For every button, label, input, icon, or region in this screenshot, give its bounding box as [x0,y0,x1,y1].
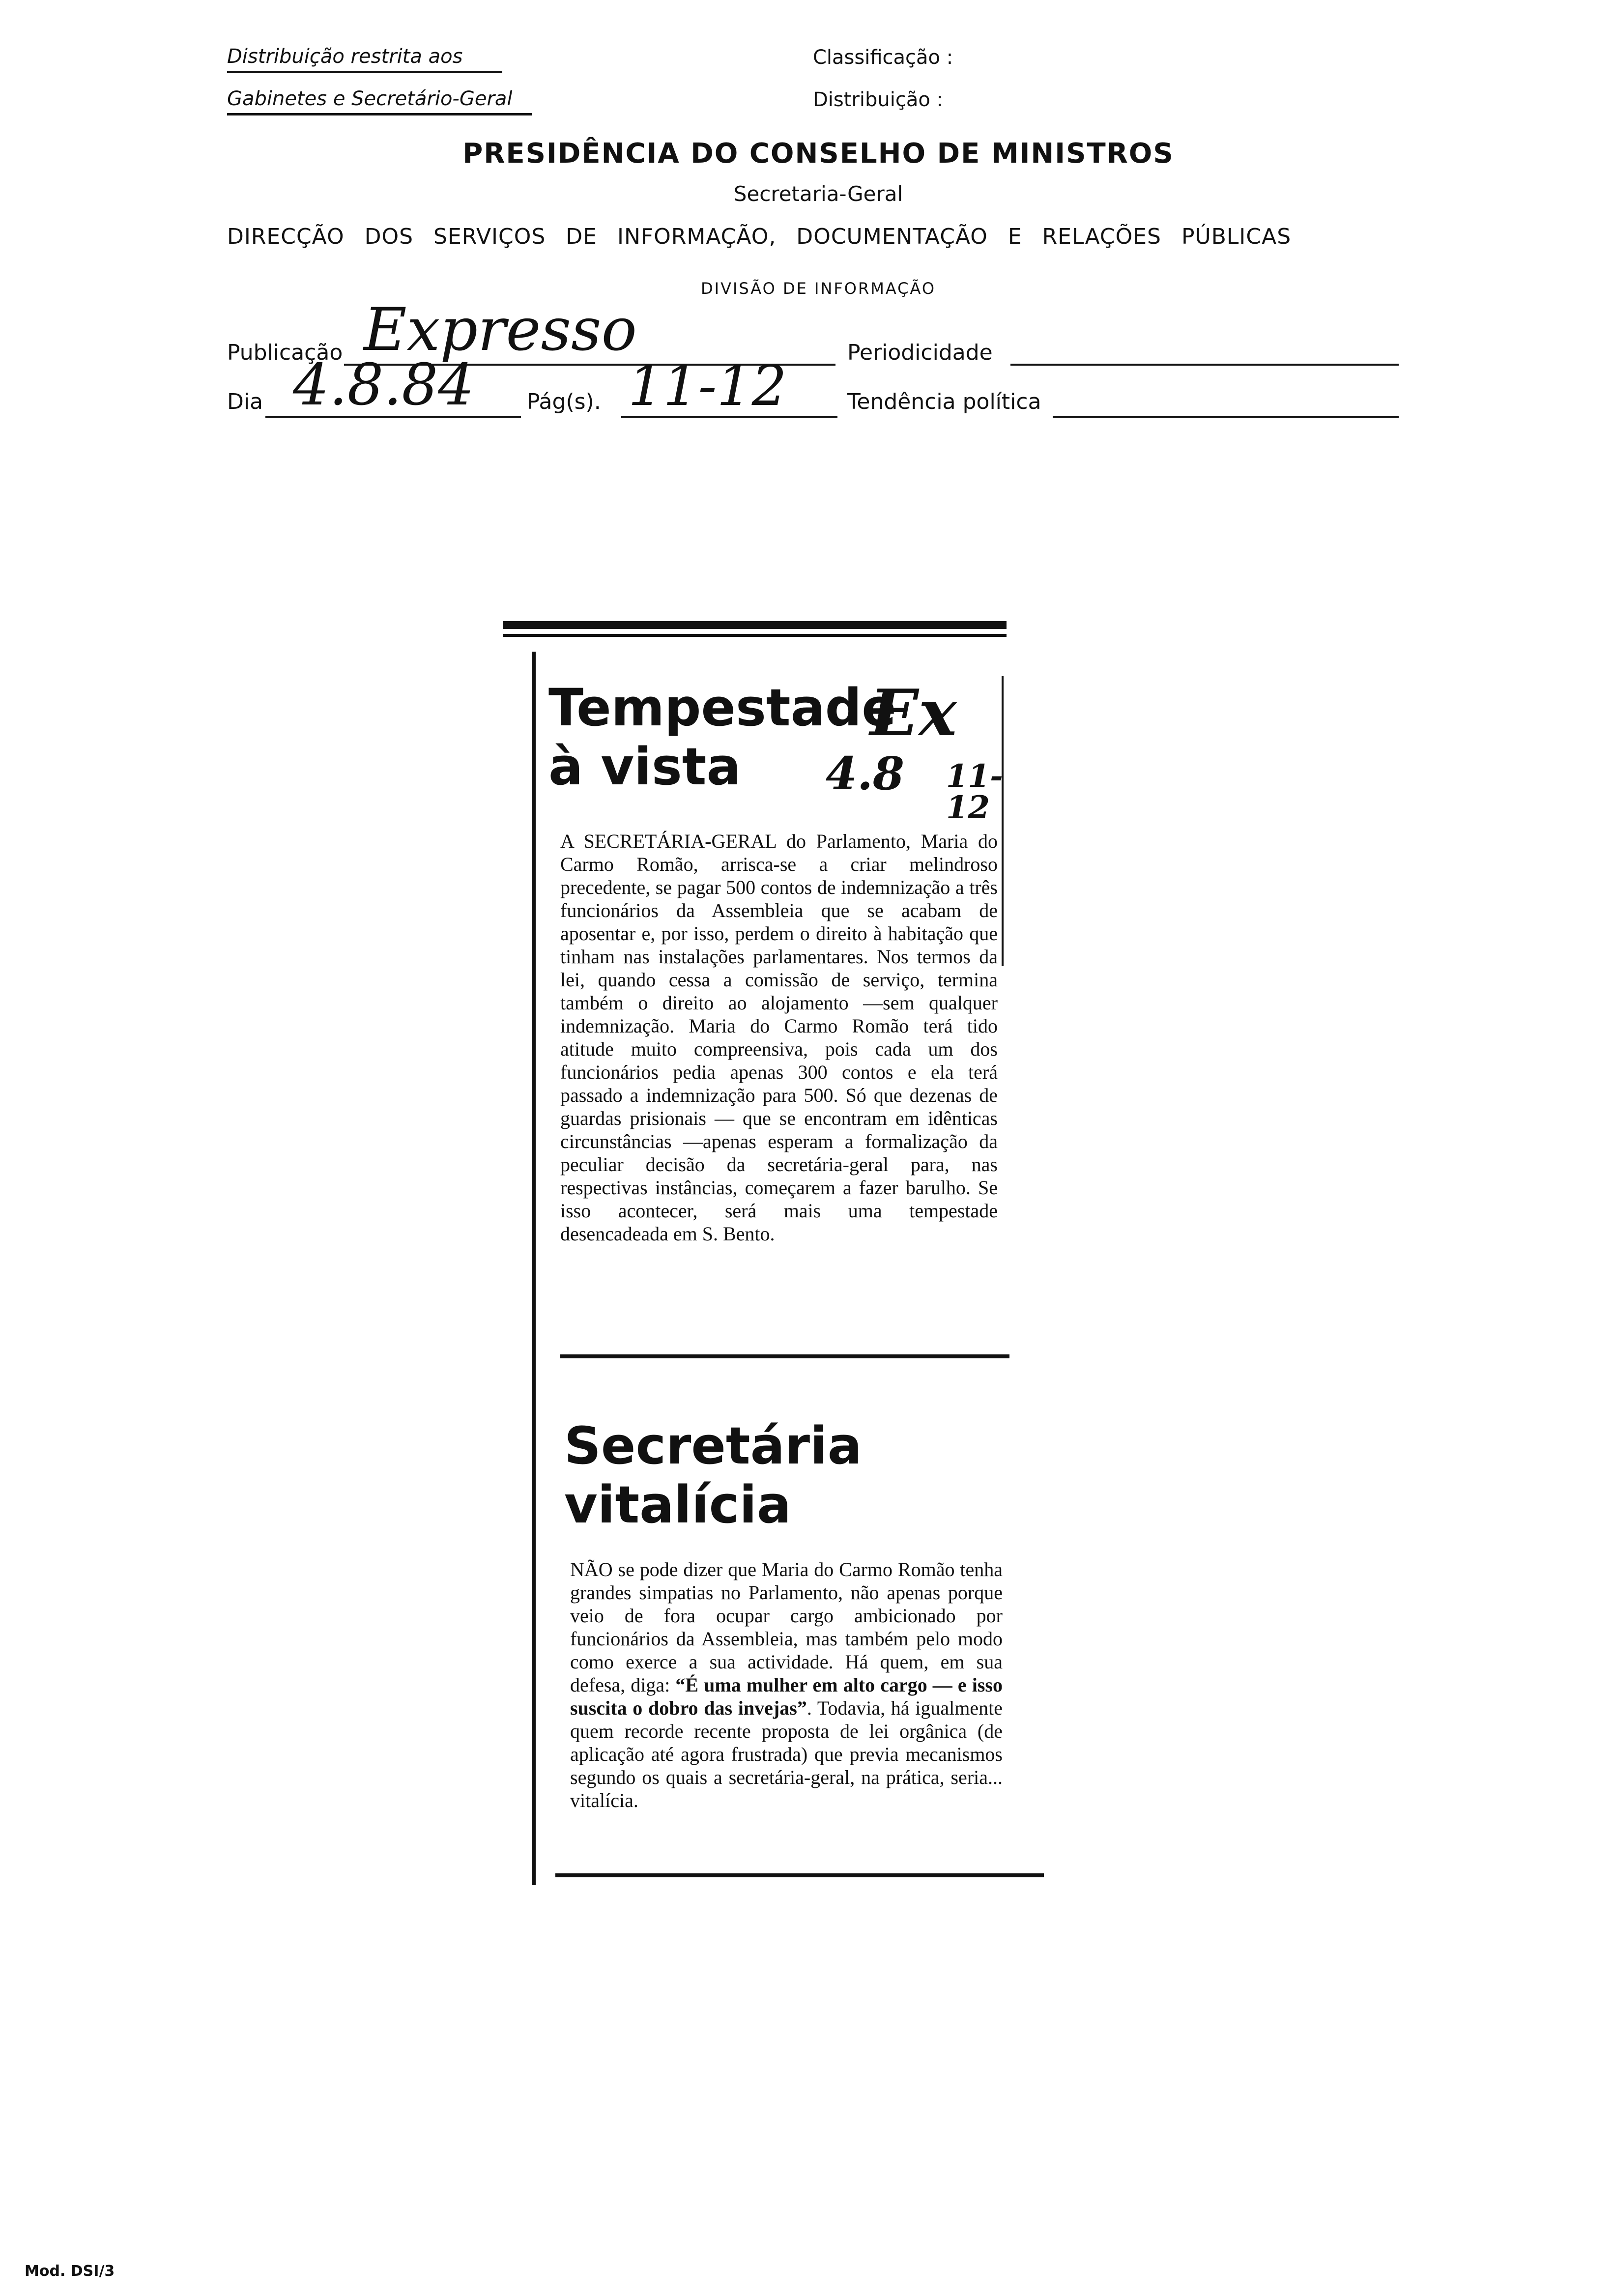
newspaper-clipping [501,617,1008,1910]
page-subtitle: Secretaria-Geral [733,182,903,206]
pags-handwritten-value: 11-12 [628,354,787,418]
clipping-stamp-source: Ex [870,675,957,750]
division-heading: DIVISÃO DE INFORMAÇÃO [700,279,936,298]
tendencia-underline [1053,416,1399,418]
distribution-restriction-line2: Gabinetes e Secretário-Geral [227,87,532,115]
article2-body-quote: “É uma mulher em alto cargo — e isso suscita o dobro das invejas” [570,1674,1003,1719]
directorate-heading: DIRECÇÃO DOS SERVIÇOS DE INFORMAÇÃO, DOCUMENTAÇÃO E RELAÇÕES PÚBLICAS [227,224,1292,249]
form-model-code: Mod. DSI/3 [25,2263,115,2280]
publicacao-label: Publicação [227,340,343,365]
article1-body: A SECRETÁRIA-GERAL do Parlamento, Maria do Carmo Romão, arrisca-se a criar melindroso precedente, se pagar 500 contos de indemnização a três funcionários da Assembleia que se acabam de aposentar e, por isso, perdem o direito à habitação que tinham nas instalações parlamentares. Nos termos da lei, quando cessa a comissão de serviço, termina também o direito ao alojamento —sem qualquer indemnização. Maria do Carmo Romão terá tido atitude muito compreensiva, pois cada um dos funcionários pedia apenas 300 contos e ela terá passado a indemnização para 500. Só que dezenas de guardas prisionais — que se encontram em idênticas circunstâncias —apenas esperam a formalização da peculiar decisão da secretária-geral para, nas respectivas instâncias, começarem a fazer barulho. Se isso acontecer, será mais uma tempestade desencadeada em S. Bento. [560,830,998,1245]
publicacao-handwritten-value: Expresso [364,296,637,364]
dia-label: Dia [227,389,263,414]
clipping-top-rule [503,621,1007,629]
clipping-bottom-rule [555,1873,1044,1877]
periodicidade-underline [1010,364,1399,366]
distribution-restriction-line1: Distribuição restrita aos [227,45,502,73]
pags-label: Pág(s). [527,389,601,414]
page-title: PRESIDÊNCIA DO CONSELHO DE MINISTROS [462,138,1174,170]
distribuicao-label: Distribuição : [813,88,944,111]
article2-headline-line2: vitalícia [564,1475,792,1535]
article2-body-part1: NÃO se pode dizer que Maria do Carmo Romão tenha grandes simpatias no Parlamento, não apenas porque veio de fora ocupar cargo ambicionado por funcionários da Assembleia, mas também pelo modo como exerce a sua actividade. Há quem, em sua defesa, diga: [570,1558,1003,1696]
classificacao-label: Classificação : [813,46,953,69]
dia-underline [265,416,521,418]
pags-underline [621,416,837,418]
clipping-left-edge [532,652,536,1885]
article1-headline-line2: à vista [548,737,741,797]
clipping-stamp-date: 4.8 [826,747,905,800]
article2-headline-line1: Secretária [564,1416,862,1476]
clipping-stamp-pages: 11-12 [946,758,1003,826]
article1-headline-line1: Tempestade [548,678,896,738]
article2-body [570,1558,1003,1812]
dia-handwritten-value: 4.8.84 [293,352,474,418]
periodicidade-label: Periodicidade [847,340,993,365]
clipping-top-rule-thin [503,634,1007,637]
article2-body-part2: . Todavia, há igualmente quem recorde recente proposta de lei orgânica (de aplicação até agora frustrada) que previa mecanismos segundo os quais a secretária-geral, na prática, seria... vitalícia. [570,1697,1003,1811]
article-separator-rule [560,1354,1009,1358]
tendencia-label: Tendência política [847,389,1041,414]
